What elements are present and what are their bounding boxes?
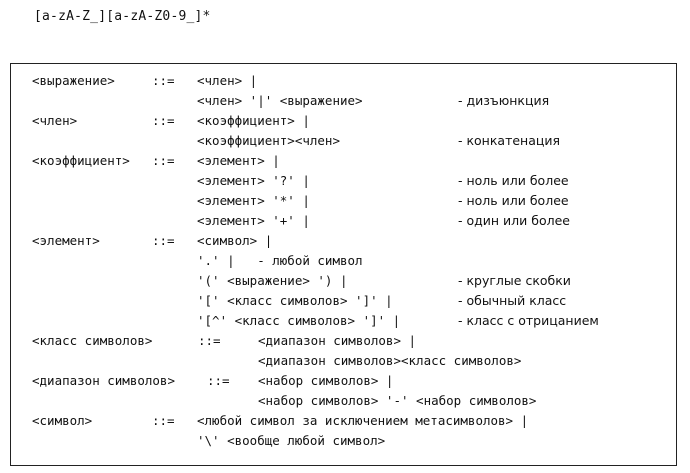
rule-comment: - круглые скобки (458, 273, 571, 288)
rule-name-term: <член> (32, 113, 78, 128)
rule-comment: - один или более (458, 213, 570, 228)
rule-alternative: <элемент> '?' | (197, 173, 310, 188)
rule-alternative: '\' <вообще любой символ> (197, 433, 386, 448)
rule-alternative: <набор символов> '-' <набор символов> (258, 393, 537, 408)
rule-operator: ::= (152, 153, 175, 168)
rule-comment: - обычный класс (458, 293, 567, 308)
rule-comment: - дизъюнкция (458, 93, 550, 108)
rule-alternative: <член> | (197, 73, 258, 88)
rule-alternative: '.' | - любой символ (197, 253, 363, 268)
rule-alternative: '[^' <класс символов> ']' | (197, 313, 401, 328)
rule-operator: ::= (152, 413, 175, 428)
regex-header: [a-zA-Z_][a-zA-Z0-9_]* (34, 9, 211, 24)
rule-name-expression: <выражение> (32, 73, 115, 88)
rule-alternative: <диапазон символов><класс символов> (258, 353, 522, 368)
rule-alternative: <коэффициент><член> (197, 133, 340, 148)
rule-operator: ::= (152, 233, 175, 248)
rule-alternative: '(' <выражение> ') | (197, 273, 348, 288)
rule-alternative: '[' <класс символов> ']' | (197, 293, 393, 308)
rule-name-symbol: <символ> (32, 413, 93, 428)
rule-operator: ::= (198, 333, 221, 348)
rule-alternative: <диапазон символов> | (258, 333, 417, 348)
rule-alternative: <элемент> '+' | (197, 213, 310, 228)
rule-alternative: <коэффициент> | (197, 113, 310, 128)
rule-name-factor: <коэффициент> (32, 153, 130, 168)
rule-comment: - класс с отрицанием (458, 313, 599, 328)
rule-comment: - конкатенация (458, 133, 561, 148)
rule-alternative: <член> '|' <выражение> (197, 93, 363, 108)
rule-comment: - ноль или более (458, 173, 569, 188)
rule-name-element: <элемент> (32, 233, 100, 248)
rule-alternative: <элемент> '*' | (197, 193, 310, 208)
rule-name-char-class: <класс символов> (32, 333, 153, 348)
rule-name-char-range: <диапазон символов> (32, 373, 175, 388)
rule-alternative: <символ> | (197, 233, 273, 248)
rule-operator: ::= (152, 73, 175, 88)
rule-comment: - ноль или более (458, 193, 569, 208)
grammar-box (10, 63, 677, 466)
rule-operator: ::= (207, 373, 230, 388)
rule-alternative: <любой символ за исключением метасимволов> | (197, 413, 529, 428)
rule-alternative: <элемент> | (197, 153, 280, 168)
rule-operator: ::= (152, 113, 175, 128)
rule-alternative: <набор символов> | (258, 373, 394, 388)
